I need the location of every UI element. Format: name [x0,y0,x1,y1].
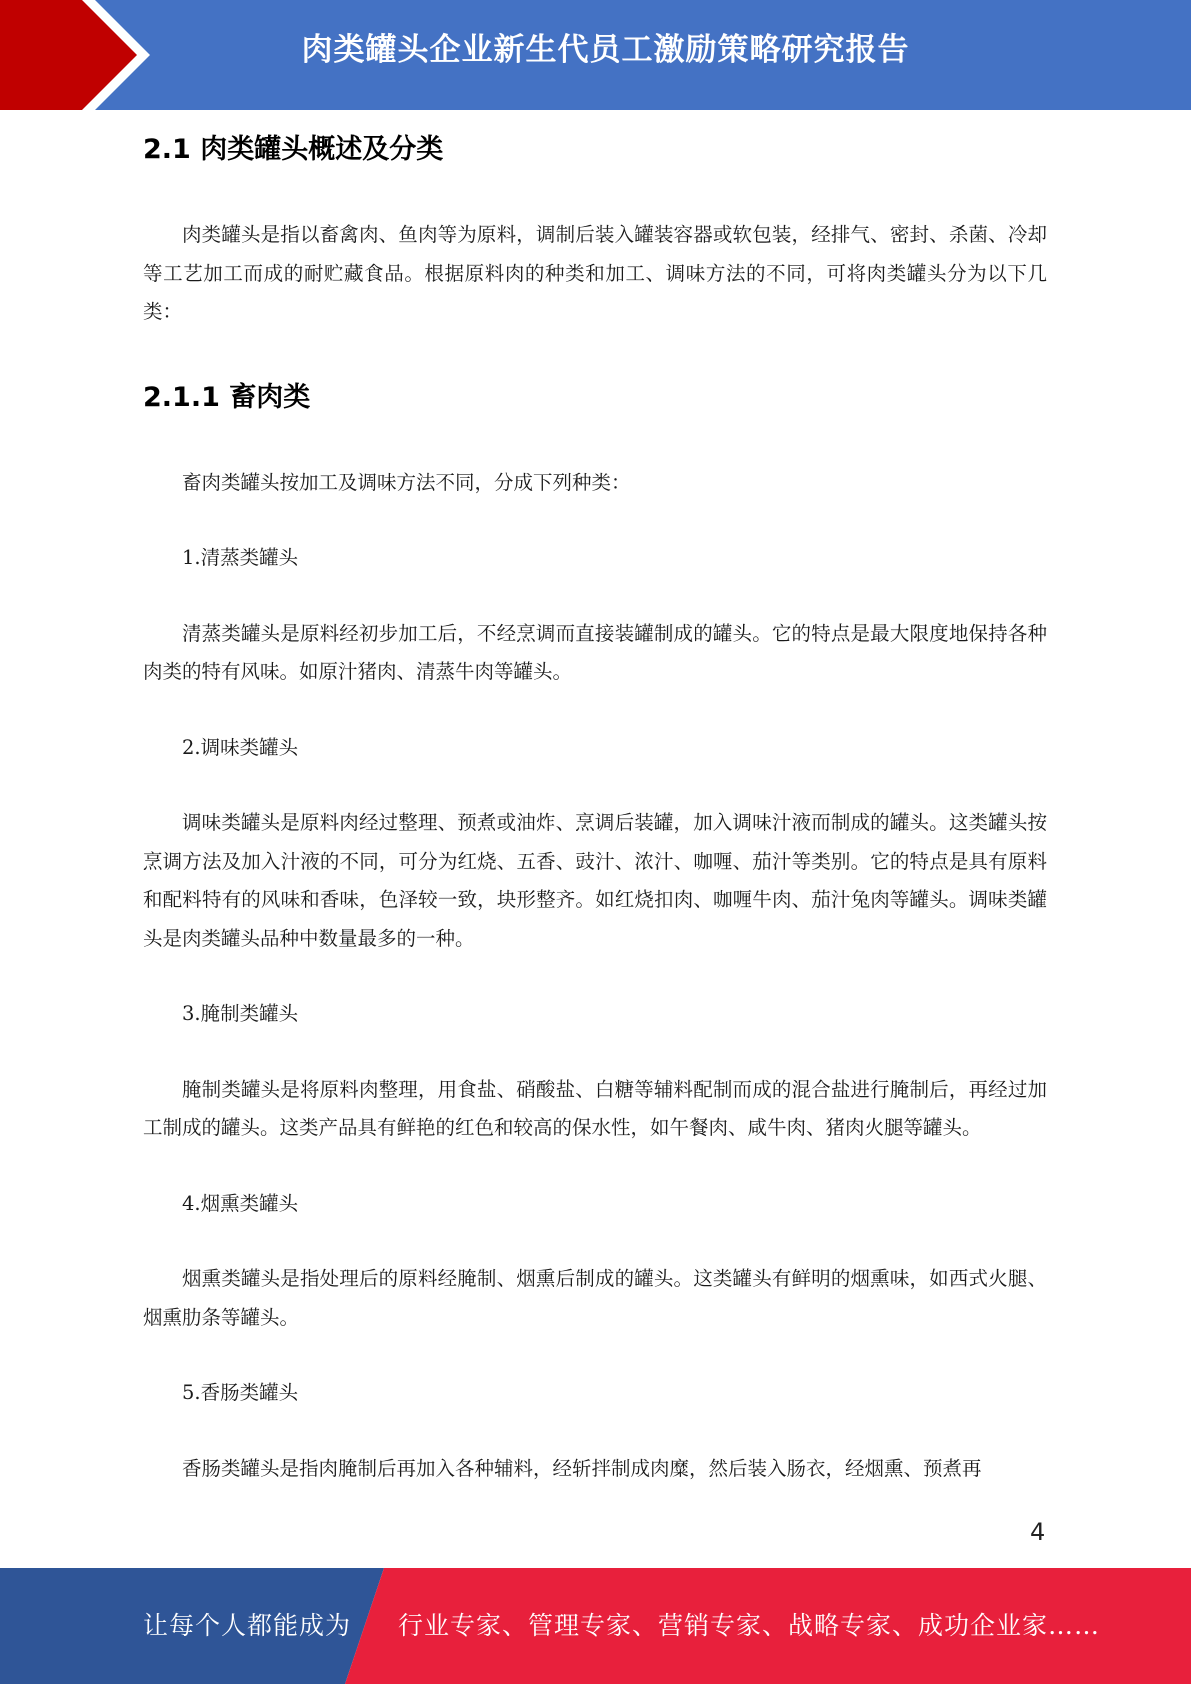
section-heading: 2.1 肉类罐头概述及分类 [143,134,444,165]
page-number: 4 [1030,1518,1046,1546]
item-body: 清蒸类罐头是原料经初步加工后，不经烹调而直接装罐制成的罐头。它的特点是最大限度地保持各种肉类的特有风味。如原汁猪肉、清蒸牛肉等罐头。 [143,621,1047,683]
item-title: 3.腌制类罐头 [182,1002,299,1025]
item-body: 香肠类罐头是指肉腌制后再加入各种辅料，经斩拌制成肉糜，然后装入肠衣，经烟熏、预煮再 [182,1456,982,1480]
item-title: 2.调味类罐头 [182,735,299,759]
item-body: 调味类罐头是原料肉经过整理、预煮或油炸、烹调后装罐，加入调味汁液而制成的罐头。这类罐头按烹调方法及加入汁液的不同，可分为红烧、五香、豉汁、浓汁、咖喱、茄汁等类别。它的特点是具有原料和配料特有的风味和香味，色泽较一致，块形整齐。如红烧扣肉、咖喱牛肉、茄汁兔肉等罐头。调味类罐头是肉类罐头品种中数量最多的一种。 [143,811,1047,950]
item-body: 腌制类罐头是将原料肉整理，用食盐、硝酸盐、白糖等辅料配制而成的混合盐进行腌制后，再经过加工制成的罐头。这类产品具有鲜艳的红色和较高的保水性，如午餐肉、咸牛肉、猪肉火腿等罐头。 [143,1077,1047,1139]
subsection-intro: 畜肉类罐头按加工及调味方法不同，分成下列种类： [182,470,631,494]
item-body: 烟熏类罐头是指处理后的原料经腌制、烟熏后制成的罐头。这类罐头有鲜明的烟熏味，如西式火腿、烟熏肋条等罐头。 [143,1267,1047,1329]
page-header [0,0,1191,110]
item-title: 5.香肠类罐头 [182,1381,299,1404]
document-title: 肉类罐头企业新生代员工激励策略研究报告 [301,32,910,68]
main-content [143,118,1047,1488]
section-paragraph: 肉类罐头是指以畜禽肉、鱼肉等为原料，调制后装入罐装容器或软包装，经排气、密封、杀菌、冷却等工艺加工而成的耐贮藏食品。根据原料肉的种类和加工、调味方法的不同，可将肉类罐头分为以下几类： [143,223,1047,323]
item-title: 1.清蒸类罐头 [182,546,299,569]
footer-slogan-left: 让每个人都能成为 [143,1611,352,1640]
item-title: 4.烟熏类罐头 [182,1191,299,1215]
page-footer [0,1568,1191,1684]
footer-slogan-right: 行业专家、管理专家、营销专家、战略专家、成功企业家…… [398,1611,1101,1640]
subsection-heading: 2.1.1 畜肉类 [143,381,311,413]
